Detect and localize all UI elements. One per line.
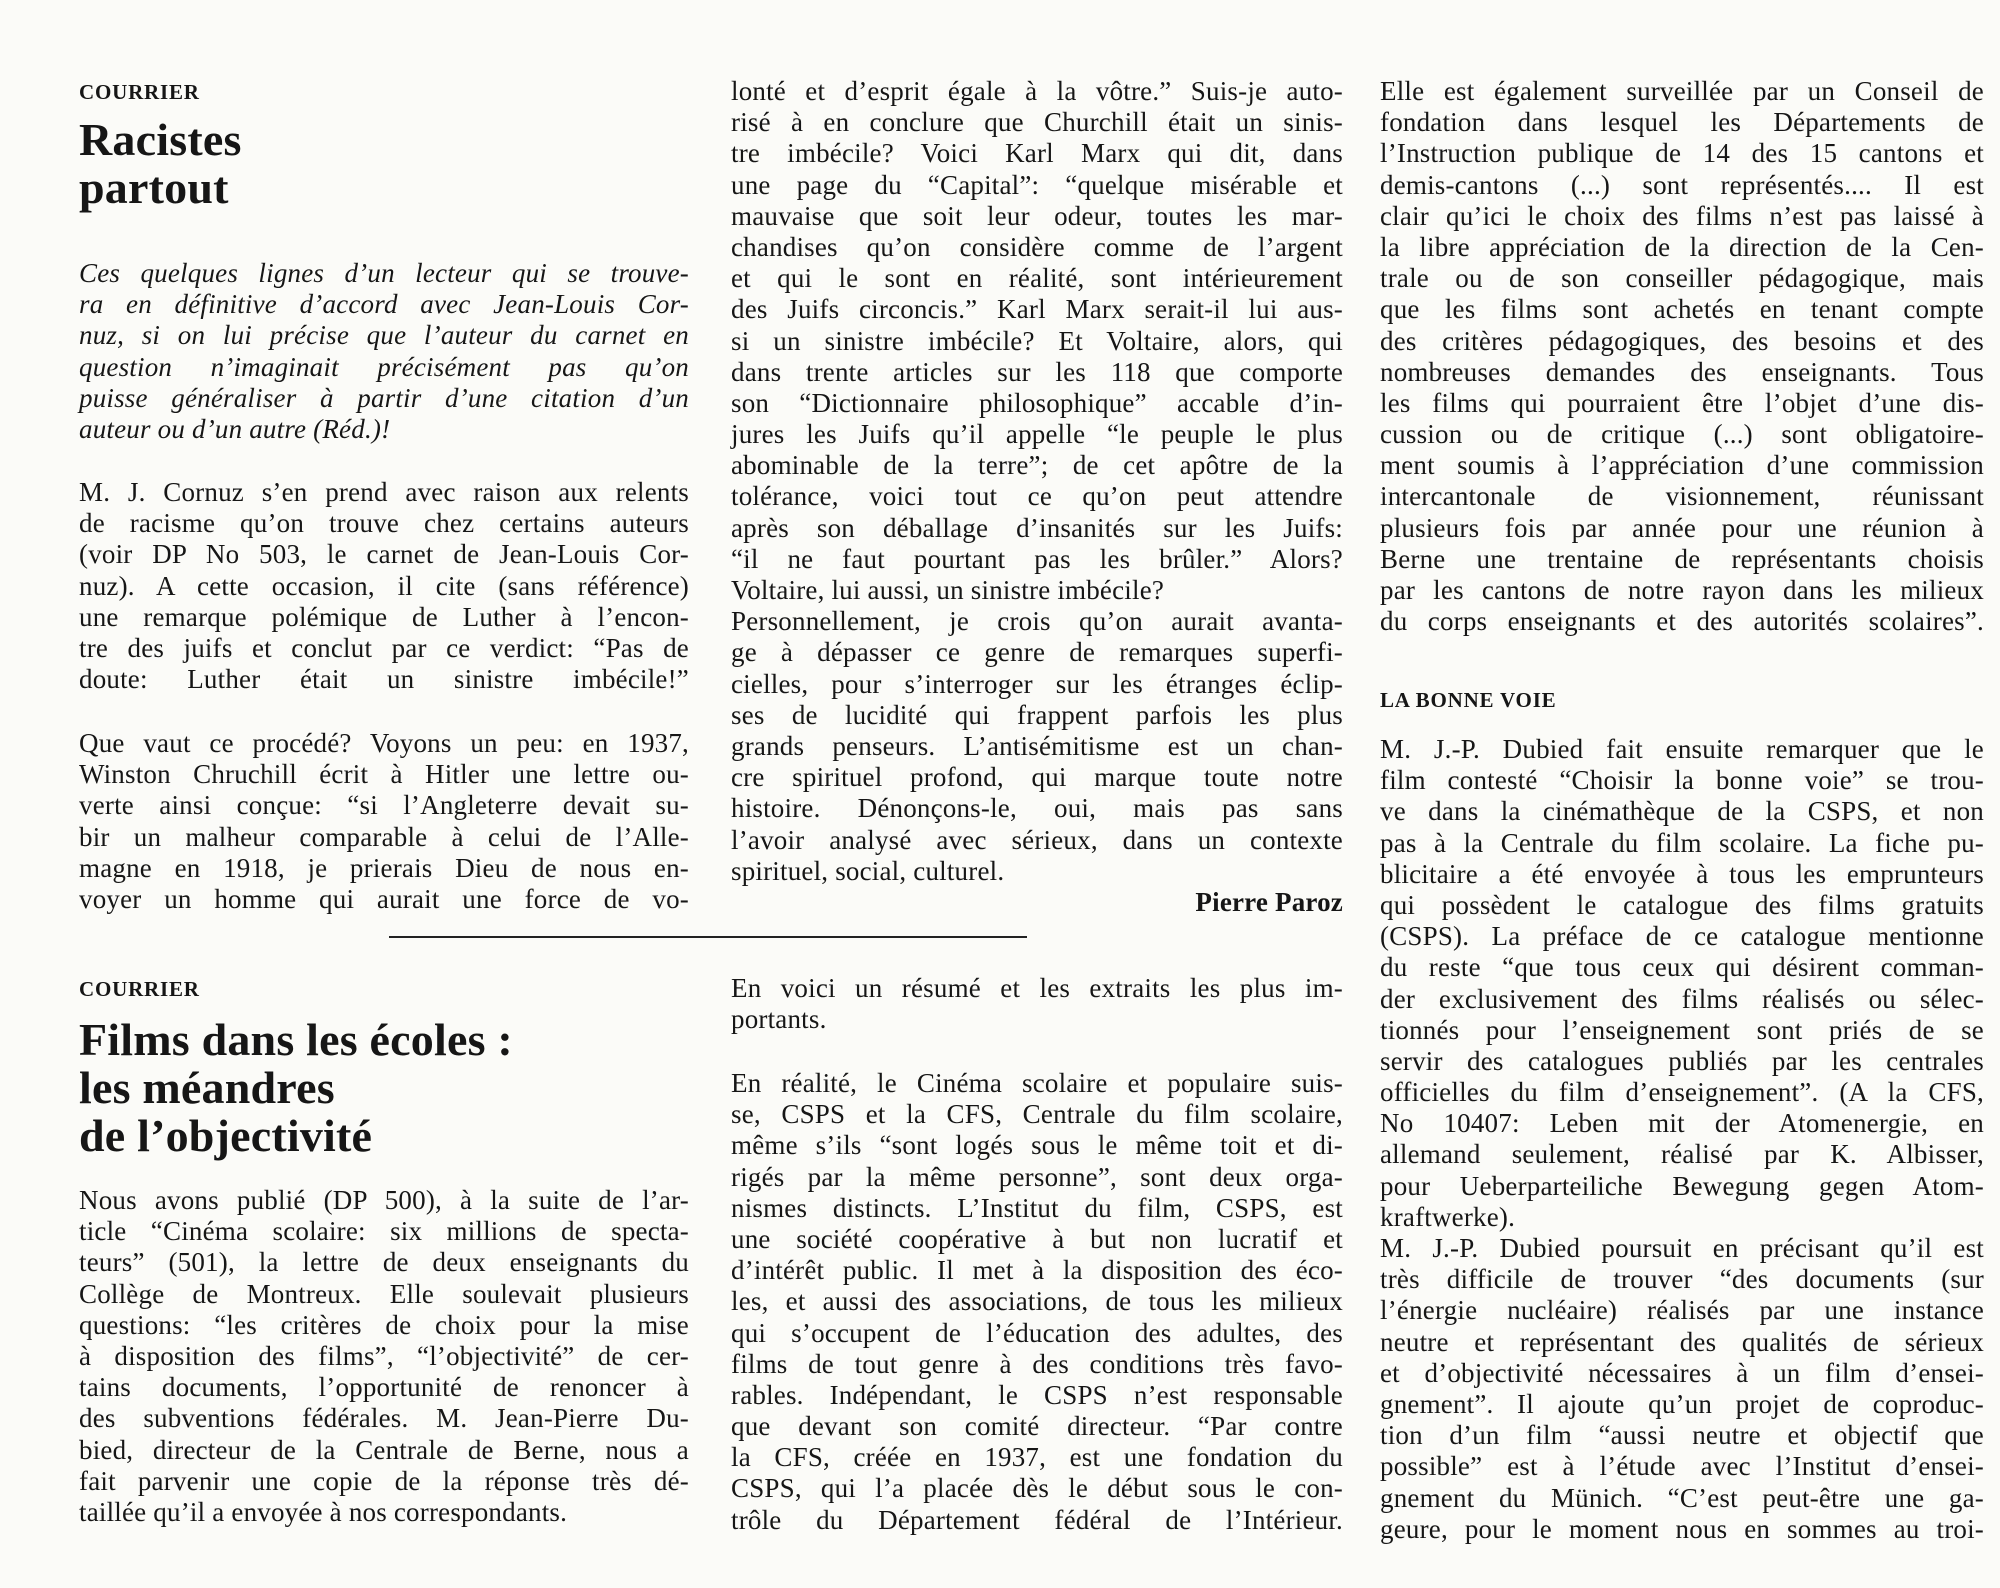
text-line: En voici un résumé et les extraits les plus im- [731, 973, 1343, 1003]
text-line: clair qu’ici le choix des films n’est pas laissé à [1380, 200, 1984, 231]
text-line: allemand seulement, réalisé par K. Albisser, [1380, 1139, 1984, 1170]
text-line: l’Instruction publique de 14 des 15 cantons et [1380, 138, 1984, 169]
text-line: geure, pour le moment nous en sommes au troi- [1380, 1513, 1984, 1544]
text-line: kraftwerke). [1380, 1201, 1516, 1232]
text-line: dans trente articles sur les 118 que comporte [731, 356, 1343, 387]
racistes-paragraph-3 [731, 76, 1343, 606]
text-line: ticle “Cinéma scolaire: six millions de specta- [79, 1216, 689, 1247]
films-paragraph-4 [1380, 76, 1984, 637]
text-line: très difficile de trouver “des documents (sur [1380, 1264, 1984, 1295]
racistes-intro [79, 258, 689, 445]
text-line: Collège de Montreux. Elle soulevait plusieurs [79, 1278, 689, 1309]
text-line: M. J.-P. Dubied poursuit en précisant qu’il est [1380, 1233, 1984, 1263]
text-line: grands penseurs. L’antisémitisme est un chan- [731, 730, 1343, 761]
text-line: bied, directeur de la Centrale de Berne, nous a [79, 1434, 689, 1465]
text-line: que les films sont achetés en tenant compte [1380, 294, 1984, 325]
text-line: de racisme qu’on trouve chez certains auteurs [79, 508, 689, 539]
text-line: des Juifs circoncis.” Karl Marx serait-il lui aus- [731, 294, 1343, 325]
text-line: à disposition des films”, “l’objectivité” de cer- [79, 1340, 689, 1371]
text-line: l’avoir analysé avec sérieux, dans un contexte [731, 824, 1343, 855]
racistes-paragraph-4 [731, 606, 1343, 887]
text-line: histoire. Dénonçons-le, oui, mais pas sans [731, 793, 1343, 824]
text-line: questions: “les critères de choix pour la mise [79, 1309, 689, 1340]
text-line: Que vaut ce procédé? Voyons un peu: en 1937, [79, 728, 689, 758]
text-line: spirituel, social, culturel. [731, 855, 1005, 886]
text-line: voyer un homme qui aurait une force de vo- [79, 883, 689, 914]
text-line: pas à la Centrale du film scolaire. La fiche pu- [1380, 827, 1984, 858]
text-line: que devant son comité directeur. “Par contre [731, 1411, 1343, 1442]
text-line: M. J. Cornuz s’en prend avec raison aux relents [79, 477, 689, 507]
text-line: par les cantons de notre rayon dans les milieux [1380, 575, 1984, 605]
text-line: ses de lucidité qui frappent parfois les plus [731, 699, 1343, 730]
text-line: auteur ou d’un autre (Réd.)! [79, 413, 391, 444]
text-line: bir un malheur comparable à celui de l’Alle- [79, 821, 689, 852]
text-line: qui s’occupent de l’éducation des adultes, des [731, 1317, 1343, 1348]
text-line: du corps enseignants et des autorités scolaires”. [1380, 606, 1984, 637]
text-line: plusieurs fois par année pour une réunion à [1380, 512, 1984, 543]
text-line: blicitaire a été envoyée à tous les emprunteurs [1380, 858, 1984, 889]
author-signature: Pierre Paroz [1195, 886, 1343, 917]
text-line: neutre et représentant des qualités de sérieux [1380, 1326, 1984, 1357]
text-line: l’énergie nucléaire) réalisés par une instance [1380, 1295, 1984, 1326]
text-line: d’intérêt public. Il met à la disposition des éco- [731, 1255, 1343, 1286]
text-line: rigés par la même personne”, sont deux orga- [731, 1161, 1343, 1192]
text-line: der exclusivement des films réalisés ou sélec- [1380, 983, 1984, 1014]
text-line: ment soumis à l’appréciation d’une commission [1380, 450, 1984, 481]
text-line: cre spirituel profond, qui marque toute notre [731, 762, 1343, 793]
text-line: rables. Indépendant, le CSPS n’est responsable [731, 1379, 1343, 1410]
films-paragraph-3 [731, 1068, 1343, 1536]
text-line: tion d’un film “aussi neutre et objectif que [1380, 1420, 1984, 1451]
text-line: gnement”. Il ajoute qu’un projet de coproduc- [1380, 1388, 1984, 1419]
text-line: son “Dictionnaire philosophique” accable d’in- [731, 387, 1343, 418]
text-line: demis-cantons (...) sont représentés.... Il est [1380, 169, 1984, 200]
text-line: No 10407: Leben mit der Atomenergie, en [1380, 1108, 1984, 1139]
text-line: ve dans la cinémathèque de la CSPS, et non [1380, 796, 1984, 827]
text-line: risé à en conclure que Churchill était un sinis- [731, 107, 1343, 138]
text-line: puisse généraliser à partir d’une citation d’un [79, 382, 689, 413]
headline-line: Racistes [79, 114, 242, 165]
text-line: les, et aussi des associations, de tous les milieux [731, 1286, 1343, 1317]
text-line: gnement du Münich. “C’est peut-être une ga- [1380, 1482, 1984, 1513]
films-headline [79, 1016, 689, 1160]
text-line: fondation dans lesquel les Départements de [1380, 107, 1984, 138]
racistes-headline [79, 116, 689, 212]
text-line: Ces quelques lignes d’un lecteur qui se trouve- [79, 258, 689, 288]
text-line: officielles du film d’enseignement”. (A la CFS, [1380, 1077, 1984, 1108]
text-line: trôle du Département fédéral de l’Intérieur. [731, 1504, 1343, 1535]
text-line: du reste “que tous ceux qui désirent comman- [1380, 952, 1984, 983]
text-line: Voltaire, lui aussi, un sinistre imbécile? [731, 575, 1165, 605]
films-paragraph-5 [1380, 734, 1984, 1233]
text-line: Elle est également surveillée par un Conseil de [1380, 76, 1984, 106]
text-line: Winston Chruchill écrit à Hitler une lettre ou- [79, 759, 689, 790]
films-paragraph-2 [731, 973, 1343, 1035]
racistes-paragraph-2 [79, 728, 689, 915]
text-line: nombreuses demandes des enseignants. Tous [1380, 356, 1984, 387]
text-line: même s’ils “sont logés sous le même toit et di- [731, 1130, 1343, 1161]
text-line: cussion ou de critique (...) sont obligatoire- [1380, 419, 1984, 450]
text-line: tolérance, voici tout ce qu’on peut attendre [731, 481, 1343, 512]
films-kicker: COURRIER [79, 977, 200, 1001]
text-line: une remarque polémique de Luther à l’encon- [79, 601, 689, 632]
text-line: question n’imaginait précisément pas qu’on [79, 351, 689, 382]
text-line: (CSPS). La préface de ce catalogue mentionne [1380, 921, 1984, 952]
headline-line: partout [79, 162, 229, 213]
text-line: la CFS, créée en 1937, est une fondation du [731, 1442, 1343, 1473]
text-line: tre des juifs et conclut par ce verdict: “Pas de [79, 632, 689, 663]
text-line: si un sinistre imbécile? Et Voltaire, alors, qui [731, 325, 1343, 356]
text-line: nuz, si on lui précise que l’auteur du carnet en [79, 320, 689, 351]
article-divider [389, 936, 1027, 938]
text-line: trale ou de son conseiller pédagogique, mais [1380, 263, 1984, 294]
text-line: cielles, pour s’interroger sur les étranges éclip- [731, 668, 1343, 699]
text-line: une page du “Capital”: “quelque misérable et [731, 169, 1343, 200]
text-line: les films qui pourraient être l’objet d’une dis- [1380, 387, 1984, 418]
text-line: tains documents, l’opportunité de renoncer à [79, 1372, 689, 1403]
text-line: taillée qu’il a envoyée à nos correspondants. [79, 1496, 568, 1527]
text-line: CSPS, qui l’a placée dès le début sous le con- [731, 1473, 1343, 1504]
text-line: tre imbécile? Voici Karl Marx qui dit, dans [731, 138, 1343, 169]
text-line: fait parvenir une copie de la réponse très dé- [79, 1465, 689, 1496]
headline-line: Films dans les écoles : [79, 1014, 513, 1065]
text-line: une société coopérative à but non lucratif et [731, 1223, 1343, 1254]
text-line: magne en 1918, je prierais Dieu de nous en- [79, 852, 689, 883]
text-line: après son déballage d’insanités sur les Juifs: [731, 512, 1343, 543]
text-line: se, CSPS et la CFS, Centrale du film scolaire, [731, 1099, 1343, 1130]
text-line: Personnellement, je crois qu’on aurait avanta- [731, 606, 1343, 637]
text-line: et qui le sont en réalité, sont intérieurement [731, 263, 1343, 294]
headline-line: de l’objectivité [79, 1110, 373, 1161]
headline-line: les méandres [79, 1062, 335, 1113]
text-line: ge à dépasser ce genre de remarques superfi- [731, 637, 1343, 668]
text-line: nuz). A cette occasion, il cite (sans référence) [79, 570, 689, 601]
text-line: abominable de la terre”; de cet apôtre de la [731, 450, 1343, 481]
text-line: (voir DP No 503, le carnet de Jean-Louis Cor- [79, 539, 689, 570]
text-line: “il ne faut pourtant pas les brûler.” Alors? [731, 543, 1343, 574]
text-line: la libre appréciation de la direction de la Cen- [1380, 231, 1984, 262]
text-line: M. J.-P. Dubied fait ensuite remarquer que le [1380, 734, 1984, 764]
text-line: ra en définitive d’accord avec Jean-Louis Cor- [79, 289, 689, 320]
text-line: chandises qu’on considère comme de l’argent [731, 231, 1343, 262]
text-line: jures les Juifs qu’il appelle “le peuple le plus [731, 419, 1343, 450]
text-line: portants. [731, 1004, 827, 1035]
text-line: Berne une trentaine de représentants choisis [1380, 543, 1984, 574]
films-paragraph-6 [1380, 1233, 1984, 1545]
text-line: possible” est à l’étude avec l’Institut d’ensei- [1380, 1451, 1984, 1482]
text-line: tionnés pour l’enseignement sont priés de se [1380, 1014, 1984, 1045]
text-line: teurs” (501), la lettre de deux enseignants du [79, 1247, 689, 1278]
text-line: pour Ueberparteiliche Bewegung gegen Atom- [1380, 1170, 1984, 1201]
text-line: mauvaise que soit leur odeur, toutes les mar- [731, 200, 1343, 231]
text-line: des critères pédagogiques, des besoins et des [1380, 325, 1984, 356]
racistes-paragraph-1 [79, 477, 689, 695]
films-column-3-bottom [1380, 734, 1984, 1545]
films-paragraph-1 [79, 1185, 689, 1528]
text-line: et d’objectivité nécessaires à un film d’ensei- [1380, 1357, 1984, 1388]
text-line: qui possèdent le catalogue des films gratuits [1380, 889, 1984, 920]
text-line: films de tout genre à des conditions très favo- [731, 1348, 1343, 1379]
racistes-column-2 [731, 76, 1343, 918]
text-line: En réalité, le Cinéma scolaire et populaire suis- [731, 1068, 1343, 1098]
racistes-kicker: COURRIER [79, 80, 200, 104]
text-line: des subventions fédérales. M. Jean-Pierre Du- [79, 1403, 689, 1434]
text-line: intercantonale de visionnement, réunissant [1380, 481, 1984, 512]
text-line: lonté et d’esprit égale à la vôtre.” Suis-je auto- [731, 76, 1343, 106]
text-line: Nous avons publié (DP 500), à la suite de l’ar- [79, 1185, 689, 1215]
text-line: verte ainsi conçue: “si l’Angleterre devait su- [79, 790, 689, 821]
section-kicker-la-bonne-voie: LA BONNE VOIE [1380, 688, 1557, 712]
text-line: film contesté “Choisir la bonne voie” se trou- [1380, 765, 1984, 796]
text-line: nismes distincts. L’Institut du film, CSPS, est [731, 1192, 1343, 1223]
text-line: servir des catalogues publiés par les centrales [1380, 1045, 1984, 1076]
text-line: doute: Luther était un sinistre imbécile!” [79, 664, 689, 695]
